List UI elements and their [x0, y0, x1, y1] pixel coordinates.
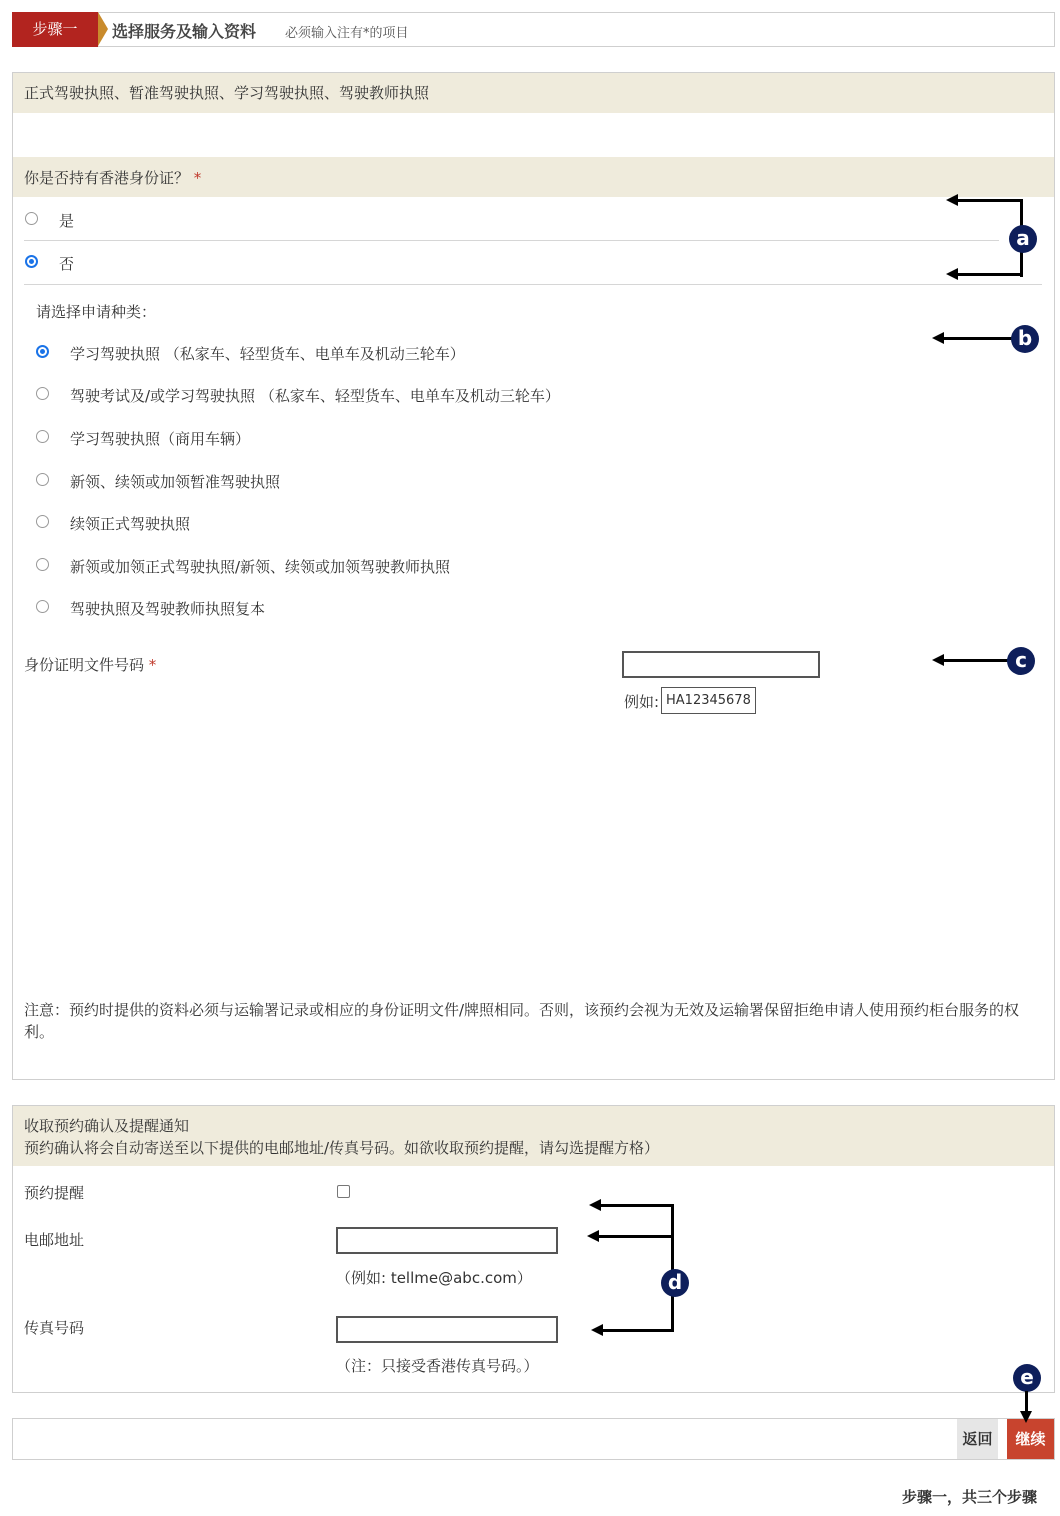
annotation-arrow — [589, 1199, 601, 1211]
back-button[interactable]: 返回 — [957, 1419, 998, 1459]
reminder-label: 预约提醒 — [24, 1184, 85, 1202]
fax-input[interactable] — [336, 1316, 558, 1343]
annotation-arrow — [587, 1230, 599, 1242]
hkid-yes-radio[interactable] — [25, 212, 38, 225]
application-option[interactable] — [36, 556, 676, 576]
annotation-badge-d: d — [661, 1269, 689, 1297]
required-note: 必须输入注有*的项目 — [285, 26, 409, 41]
fax-label: 传真号码 — [24, 1319, 85, 1337]
application-radio[interactable] — [36, 345, 49, 358]
application-radio[interactable] — [36, 600, 49, 613]
divider — [24, 284, 1042, 285]
hkid-option-no[interactable] — [25, 253, 225, 273]
annotation-arrow — [932, 332, 944, 344]
annotation-badge-a: a — [1009, 225, 1037, 253]
annotation-arrow — [1020, 1411, 1032, 1423]
id-example-label: 例如: — [624, 693, 660, 711]
annotation-line — [603, 1329, 674, 1332]
annotation-line — [958, 273, 1023, 276]
id-number-input[interactable] — [622, 651, 820, 678]
annotation-badge-b: b — [1011, 325, 1039, 353]
annotation-line — [958, 199, 1023, 202]
annotation-arrow — [946, 194, 958, 206]
application-radio[interactable] — [36, 515, 49, 528]
application-option[interactable] — [36, 428, 676, 448]
annotation-line — [944, 659, 1010, 662]
id-number-label: 身份证明文件号码 * — [24, 656, 157, 674]
application-option-label: 续领正式驾驶执照 — [70, 515, 191, 533]
application-option[interactable] — [36, 471, 676, 491]
application-option-label: 新领、续领或加领暂准驾驶执照 — [70, 473, 281, 491]
hkid-question: 你是否持有香港身份证？ * — [24, 169, 202, 187]
step-progress: 步骤一，共三个步骤 — [902, 1488, 1038, 1506]
application-option-label: 学习驾驶执照 （私家车、轻型货车、电单车及机动三轮车） — [70, 345, 465, 363]
step-title: 选择服务及输入资料 — [112, 22, 257, 41]
required-mark: * — [148, 656, 157, 674]
id-example-value: HA12345678 — [661, 687, 756, 714]
annotation-arrow — [591, 1324, 603, 1336]
annotation-line — [599, 1235, 674, 1238]
service-header-text: 正式驾驶执照、暂准驾驶执照、学习驾驶执照、驾驶教师执照 — [24, 84, 430, 102]
hkid-option-yes[interactable] — [25, 210, 225, 230]
notice-text: 注意：预约时提供的资料必须与运输署记录或相应的身份证明文件/牌照相同。否则，该预约会视为无效及运输署保留拒绝申请人使用预约柜台服务的权利。 — [24, 1001, 1020, 1041]
continue-button[interactable]: 继续 — [1007, 1419, 1054, 1459]
application-option[interactable] — [36, 385, 676, 405]
fax-hint: （注：只接受香港传真号码。） — [336, 1357, 539, 1375]
application-option-label: 学习驾驶执照（商用车辆） — [70, 430, 251, 448]
hkid-yes-label: 是 — [59, 212, 75, 230]
annotation-line — [671, 1204, 674, 1332]
email-input[interactable] — [336, 1227, 558, 1254]
application-option-label: 新领或加领正式驾驶执照/新领、续领或加领驾驶教师执照 — [70, 558, 451, 576]
annotation-arrow — [946, 268, 958, 280]
step-tag: 步骤一 — [12, 12, 98, 47]
button-bar — [12, 1418, 1055, 1460]
application-option-label: 驾驶执照及驾驶教师执照复本 — [70, 600, 266, 618]
hkid-no-radio[interactable] — [25, 255, 38, 268]
application-radio[interactable] — [36, 387, 49, 400]
annotation-badge-c: c — [1007, 647, 1035, 675]
email-label: 电邮地址 — [24, 1231, 85, 1249]
application-type-label: 请选择申请种类： — [36, 303, 157, 321]
email-hint: （例如: tellme@abc.com） — [336, 1269, 532, 1287]
notification-title: 收取预约确认及提醒通知 — [24, 1117, 190, 1135]
application-option[interactable] — [36, 343, 676, 363]
application-option[interactable] — [36, 598, 676, 618]
annotation-arrow — [932, 654, 944, 666]
annotation-badge-e: e — [1013, 1364, 1041, 1392]
divider — [24, 240, 999, 241]
application-radio[interactable] — [36, 558, 49, 571]
reminder-checkbox[interactable] — [337, 1185, 350, 1198]
hkid-no-label: 否 — [59, 255, 75, 273]
application-option-label: 驾驶考试及/或学习驾驶执照 （私家车、轻型货车、电单车及机动三轮车） — [70, 387, 560, 405]
annotation-line — [601, 1204, 674, 1207]
application-option[interactable] — [36, 513, 676, 533]
notification-desc: 预约确认将会自动寄送至以下提供的电邮地址/传真号码。如欲收取预约提醒，请勾选提醒方格） — [24, 1139, 660, 1157]
application-radio[interactable] — [36, 430, 49, 443]
required-mark: * — [193, 169, 202, 187]
annotation-line — [944, 337, 1014, 340]
application-radio[interactable] — [36, 473, 49, 486]
